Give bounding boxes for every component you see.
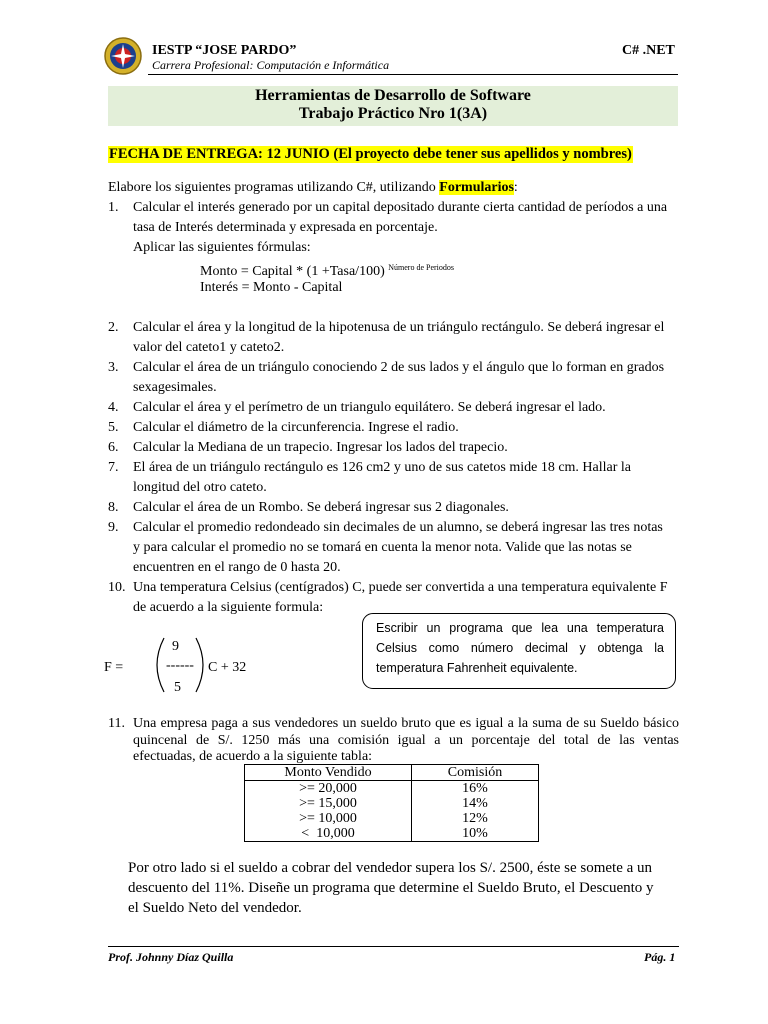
table-cell: 10% [412,826,539,842]
formula-exponent: Número de Periodos [388,263,454,272]
item-7-line-2: longitud del otro cateto. [133,480,267,495]
table-row [245,826,539,842]
item-1-line-1: Calcular el interés generado por un capital depositado durante cierta cantidad de períodos a una [133,200,668,215]
item-number: 6. [108,440,119,455]
table-header: Comisión [412,765,539,781]
item-number: 9. [108,520,119,535]
fraction-numerator: 9 [172,639,179,654]
table-header-row [245,765,539,781]
item-11-line-2: quincenal de S/. 1250 más una comisión igual a un porcentaje del total de las ventas [133,733,679,748]
institution-name: IESTP “JOSE PARDO” [152,43,297,58]
course-language: C# .NET [622,43,675,58]
formula-rhs: C + 32 [208,660,247,675]
table-cell: 12% [412,811,539,826]
item-10-line-2: de acuerdo a la siguiente formula: [133,600,324,615]
item-4-line-1: Calcular el área y el perímetro de un triangulo equilátero. Se deberá ingresar el lado. [133,400,606,415]
formula-monto-text: Monto = Capital * (1 +Tasa/100) [200,264,389,279]
item-2-line-2: valor del cateto1 y cateto2. [133,340,285,355]
career-name: Carrera Profesional: Computación e Informática [152,58,390,72]
intro [108,178,518,198]
item-9-line-1: Calcular el promedio redondeado sin decimales de un alumno, se deberá ingresar las tres notas [133,520,663,535]
commission-table [244,764,539,842]
footer-divider [108,946,679,947]
item-number: 1. [108,200,119,215]
item-11-line-3: efectuadas, de acuerdo a la siguiente tabla: [133,749,373,764]
footer-page-number: Pág. 1 [644,950,676,964]
item-6-line-1: Calcular la Mediana de un trapecio. Ingresar los lados del trapecio. [133,440,508,455]
item-9-line-2: y para calcular el promedio no se tomará en cuenta la menor nota. Valide que las notas se [133,540,632,555]
title-line-2: Trabajo Práctico Nro 1(3A) [298,105,488,122]
table-cell: < 10,000 [245,826,412,842]
table-header: Monto Vendido [245,765,412,781]
intro-highlight: Formularios [439,180,514,195]
table-cell: 14% [412,796,539,811]
title-line-1: Herramientas de Desarrollo de Software [255,87,531,104]
item-5-line-1: Calcular el diámetro de la circunferencia. Ingrese el radio. [133,420,459,435]
item-2-line-1: Calcular el área y la longitud de la hipotenusa de un triángulo rectángulo. Se deberá ingresar el [133,320,665,335]
intro-text: Elabore los siguientes programas utilizando C#, utilizando [108,180,440,195]
item-number: 7. [108,460,119,475]
callout-text: Escribir un programa que lea una temperatura Celsius como número decimal y obtenga la temperatura Fahrenheit equivalente. [376,621,664,675]
item-number: 8. [108,500,119,515]
item-number: 5. [108,420,119,435]
item-1-line-2: tasa de Interés determinada y expresada en porcentaje. [133,220,438,235]
item-1-line-3: Aplicar las siguientes fórmulas: [133,240,311,255]
fraction-denominator: 5 [174,680,181,695]
table-cell: >= 10,000 [245,811,412,826]
item-number: 4. [108,400,119,415]
item-number: 11. [108,716,125,731]
item-11-line-1: Una empresa paga a sus vendedores un sueldo bruto que es igual a la suma de su Sueldo básico [133,716,679,731]
fraction-bar: ------ [166,658,194,673]
item-3-line-1: Calcular el área de un triángulo conociendo 2 de sus lados y el ángulo que lo forman en grados [133,360,665,375]
footer-professor: Prof. Johnny Díaz Quilla [108,950,234,964]
intro-colon: : [513,180,518,195]
item-number: 2. [108,320,119,335]
formula-lhs: F = [104,660,124,675]
item-10-line-1: Una temperatura Celsius (centígrados) C, puede ser convertida a una temperatura equivalente F [133,580,668,595]
item-number: 3. [108,360,119,375]
institution-crest-icon [103,36,143,76]
table-cell: 16% [412,781,539,797]
table-cell: >= 15,000 [245,796,412,811]
formula-interes: Interés = Monto - Capital [200,280,343,295]
item-number: 10. [108,580,126,595]
item-9-line-3: encuentren en el rango de 0 hasta 20. [133,560,341,575]
item-3-line-2: sexagesimales. [133,380,217,395]
table-row [245,781,539,797]
table-row [245,796,539,811]
item-7-line-1: El área de un triángulo rectángulo es 126 cm2 y uno de sus catetos mide 18 cm. Hallar la [133,460,632,475]
item-11-para-line-1: Por otro lado si el sueldo a cobrar del vendedor supera los S/. 2500, éste se somete a un [128,860,653,876]
item-11-para-line-2: descuento del 11%. Diseñe un programa que determine el Sueldo Bruto, el Descuento y [128,880,654,896]
item-11-para-line-3: el Sueldo Neto del vendedor. [128,900,302,916]
table-cell: >= 20,000 [245,781,412,797]
item-8-line-1: Calcular el área de un Rombo. Se deberá ingresar sus 2 diagonales. [133,500,509,515]
deadline: FECHA DE ENTREGA: 12 JUNIO (El proyecto debe tener sus apellidos y nombres) [109,146,632,162]
header-divider [148,74,678,75]
table-row [245,811,539,826]
